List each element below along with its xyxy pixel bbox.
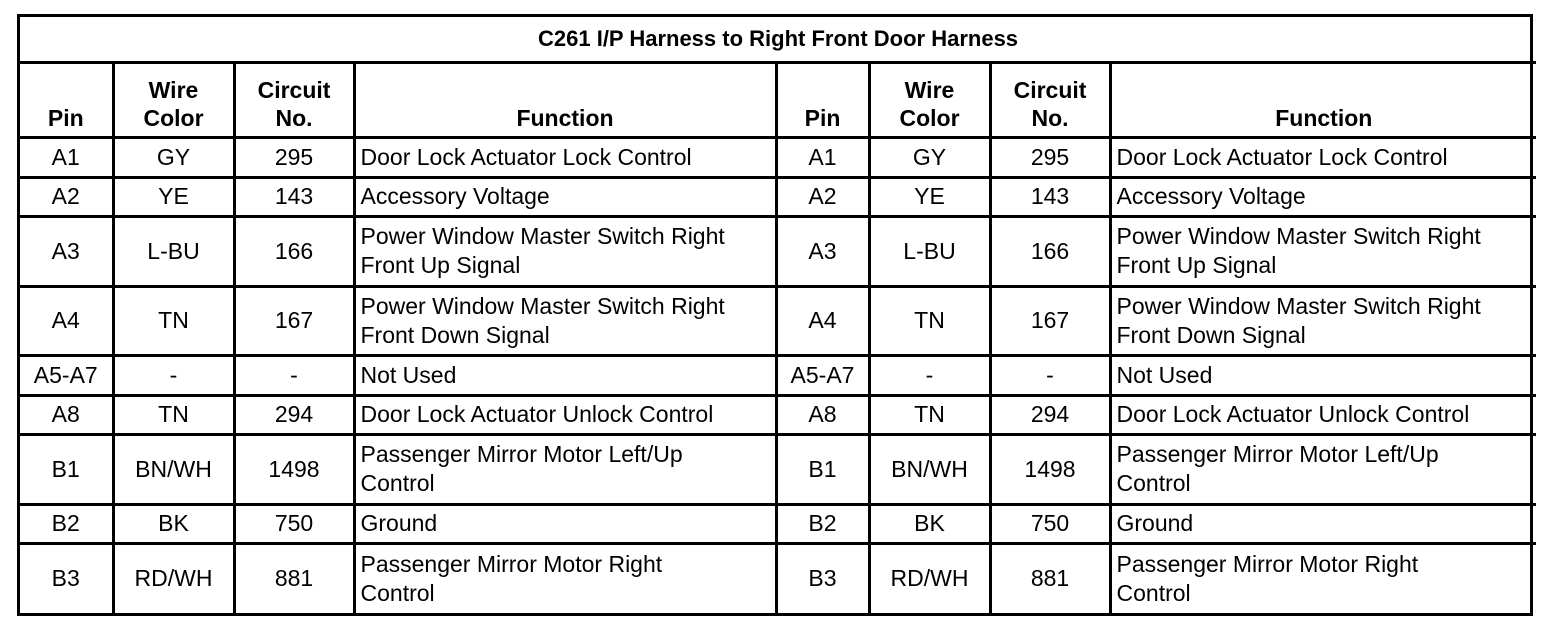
function-text-line2: Front Down Signal bbox=[1116, 321, 1306, 348]
wire-color-cell-right: TN bbox=[869, 286, 990, 356]
function-cell-right bbox=[1110, 395, 1536, 434]
circuit-cell-left: 1498 bbox=[234, 435, 354, 505]
wire-color-cell-left: BK bbox=[113, 504, 234, 543]
wire-color-cell-right: BN/WH bbox=[869, 435, 990, 505]
function-text-line2: Front Up Signal bbox=[1116, 252, 1277, 279]
header-circuit-line1: Circuit bbox=[257, 77, 331, 104]
circuit-cell-left: 295 bbox=[234, 138, 354, 177]
function-text: Power Window Master Switch Right bbox=[1116, 292, 1481, 319]
pin-cell-right: B3 bbox=[776, 543, 869, 613]
circuit-cell-right: 294 bbox=[990, 395, 1110, 434]
header-pin-left: Pin bbox=[20, 62, 113, 138]
function-text-line2: Front Down Signal bbox=[360, 321, 550, 348]
circuit-cell-left: 750 bbox=[234, 504, 354, 543]
circuit-cell-right: 295 bbox=[990, 138, 1110, 177]
pin-cell-left: A1 bbox=[20, 138, 113, 177]
connector-table-frame bbox=[17, 14, 1533, 616]
wire-color-cell-left: YE bbox=[113, 177, 234, 216]
function-text: Door Lock Actuator Unlock Control bbox=[1116, 401, 1470, 428]
header-row bbox=[20, 62, 1536, 138]
wire-color-cell-right: L-BU bbox=[869, 217, 990, 287]
pin-cell-right: A8 bbox=[776, 395, 869, 434]
function-text: Not Used bbox=[1116, 361, 1213, 388]
wire-color-cell-left: GY bbox=[113, 138, 234, 177]
function-cell-right bbox=[1110, 138, 1536, 177]
wire-color-cell-left: - bbox=[113, 356, 234, 395]
circuit-cell-left: 881 bbox=[234, 543, 354, 613]
circuit-cell-right: 1498 bbox=[990, 435, 1110, 505]
circuit-cell-left: 166 bbox=[234, 217, 354, 287]
function-cell-left bbox=[354, 543, 776, 613]
function-text: Passenger Mirror Motor Left/Up bbox=[360, 441, 683, 468]
connector-table bbox=[20, 17, 1536, 613]
function-cell-left bbox=[354, 217, 776, 287]
pin-cell-right: A5-A7 bbox=[776, 356, 869, 395]
circuit-cell-left: 294 bbox=[234, 395, 354, 434]
function-text: Accessory Voltage bbox=[1116, 183, 1306, 210]
table-row bbox=[20, 395, 1536, 434]
header-circuit-line2: No. bbox=[275, 105, 313, 132]
function-text-line2: Front Up Signal bbox=[360, 252, 521, 279]
header-circuit-left bbox=[234, 62, 354, 138]
circuit-cell-left: - bbox=[234, 356, 354, 395]
function-text: Accessory Voltage bbox=[360, 183, 550, 210]
function-cell-left bbox=[354, 435, 776, 505]
wire-color-cell-right: BK bbox=[869, 504, 990, 543]
function-text: Power Window Master Switch Right bbox=[360, 223, 725, 250]
wire-color-cell-left: L-BU bbox=[113, 217, 234, 287]
table-row bbox=[20, 217, 1536, 287]
function-cell-left bbox=[354, 504, 776, 543]
wire-color-cell-right: YE bbox=[869, 177, 990, 216]
circuit-cell-right: 143 bbox=[990, 177, 1110, 216]
wire-color-cell-left: TN bbox=[113, 286, 234, 356]
pin-cell-right: B1 bbox=[776, 435, 869, 505]
pin-cell-left: A3 bbox=[20, 217, 113, 287]
wire-color-cell-left: RD/WH bbox=[113, 543, 234, 613]
header-wire-color-line1: Wire bbox=[904, 77, 955, 104]
header-circuit-right bbox=[990, 62, 1110, 138]
header-wire-color-right bbox=[869, 62, 990, 138]
wire-color-cell-right: - bbox=[869, 356, 990, 395]
function-cell-right bbox=[1110, 356, 1536, 395]
pin-cell-right: A3 bbox=[776, 217, 869, 287]
pin-cell-right: A2 bbox=[776, 177, 869, 216]
wire-color-cell-right: RD/WH bbox=[869, 543, 990, 613]
function-text-line2: Control bbox=[1116, 470, 1191, 497]
function-cell-left bbox=[354, 286, 776, 356]
function-cell-left bbox=[354, 395, 776, 434]
table-row bbox=[20, 286, 1536, 356]
header-circuit-line1: Circuit bbox=[1013, 77, 1087, 104]
table-row bbox=[20, 356, 1536, 395]
pin-cell-right: B2 bbox=[776, 504, 869, 543]
circuit-cell-left: 167 bbox=[234, 286, 354, 356]
circuit-cell-right: 881 bbox=[990, 543, 1110, 613]
function-text: Passenger Mirror Motor Right bbox=[360, 550, 663, 577]
function-text: Ground bbox=[360, 510, 438, 537]
header-function-left: Function bbox=[354, 62, 776, 138]
function-text: Not Used bbox=[360, 361, 457, 388]
pin-cell-left: B2 bbox=[20, 504, 113, 543]
function-cell-right bbox=[1110, 543, 1536, 613]
function-cell-right bbox=[1110, 504, 1536, 543]
function-text-line2: Control bbox=[1116, 579, 1191, 606]
pin-cell-right: A4 bbox=[776, 286, 869, 356]
table-row bbox=[20, 435, 1536, 505]
wire-color-cell-left: TN bbox=[113, 395, 234, 434]
pin-cell-left: A5-A7 bbox=[20, 356, 113, 395]
function-cell-right bbox=[1110, 177, 1536, 216]
table-title: C261 I/P Harness to Right Front Door Harness bbox=[20, 17, 1536, 62]
function-text-line2: Control bbox=[360, 470, 435, 497]
table-row bbox=[20, 504, 1536, 543]
function-cell-left bbox=[354, 177, 776, 216]
header-wire-color-line2: Color bbox=[143, 105, 204, 132]
wire-color-cell-right: GY bbox=[869, 138, 990, 177]
circuit-cell-right: - bbox=[990, 356, 1110, 395]
header-pin-right: Pin bbox=[776, 62, 869, 138]
header-wire-color-left bbox=[113, 62, 234, 138]
pin-cell-left: B1 bbox=[20, 435, 113, 505]
function-cell-left bbox=[354, 138, 776, 177]
table-row bbox=[20, 543, 1536, 613]
header-circuit-line2: No. bbox=[1031, 105, 1069, 132]
circuit-cell-right: 166 bbox=[990, 217, 1110, 287]
pin-cell-left: A4 bbox=[20, 286, 113, 356]
function-text: Door Lock Actuator Lock Control bbox=[1116, 144, 1448, 171]
circuit-cell-left: 143 bbox=[234, 177, 354, 216]
function-text: Power Window Master Switch Right bbox=[1116, 223, 1481, 250]
function-cell-right bbox=[1110, 435, 1536, 505]
circuit-cell-right: 167 bbox=[990, 286, 1110, 356]
function-cell-left bbox=[354, 356, 776, 395]
function-text: Door Lock Actuator Unlock Control bbox=[360, 401, 714, 428]
header-wire-color-line2: Color bbox=[899, 105, 960, 132]
wire-color-cell-right: TN bbox=[869, 395, 990, 434]
pin-cell-left: A2 bbox=[20, 177, 113, 216]
table-row bbox=[20, 138, 1536, 177]
function-cell-right bbox=[1110, 286, 1536, 356]
function-cell-right bbox=[1110, 217, 1536, 287]
function-text-line2: Control bbox=[360, 579, 435, 606]
function-text: Ground bbox=[1116, 510, 1194, 537]
header-function-right: Function bbox=[1110, 62, 1536, 138]
pin-cell-right: A1 bbox=[776, 138, 869, 177]
header-wire-color-line1: Wire bbox=[148, 77, 199, 104]
table-row bbox=[20, 177, 1536, 216]
circuit-cell-right: 750 bbox=[990, 504, 1110, 543]
function-text: Passenger Mirror Motor Left/Up bbox=[1116, 441, 1439, 468]
function-text: Passenger Mirror Motor Right bbox=[1116, 550, 1419, 577]
pin-cell-left: A8 bbox=[20, 395, 113, 434]
wire-color-cell-left: BN/WH bbox=[113, 435, 234, 505]
function-text: Door Lock Actuator Lock Control bbox=[360, 144, 692, 171]
function-text: Power Window Master Switch Right bbox=[360, 292, 725, 319]
pin-cell-left: B3 bbox=[20, 543, 113, 613]
